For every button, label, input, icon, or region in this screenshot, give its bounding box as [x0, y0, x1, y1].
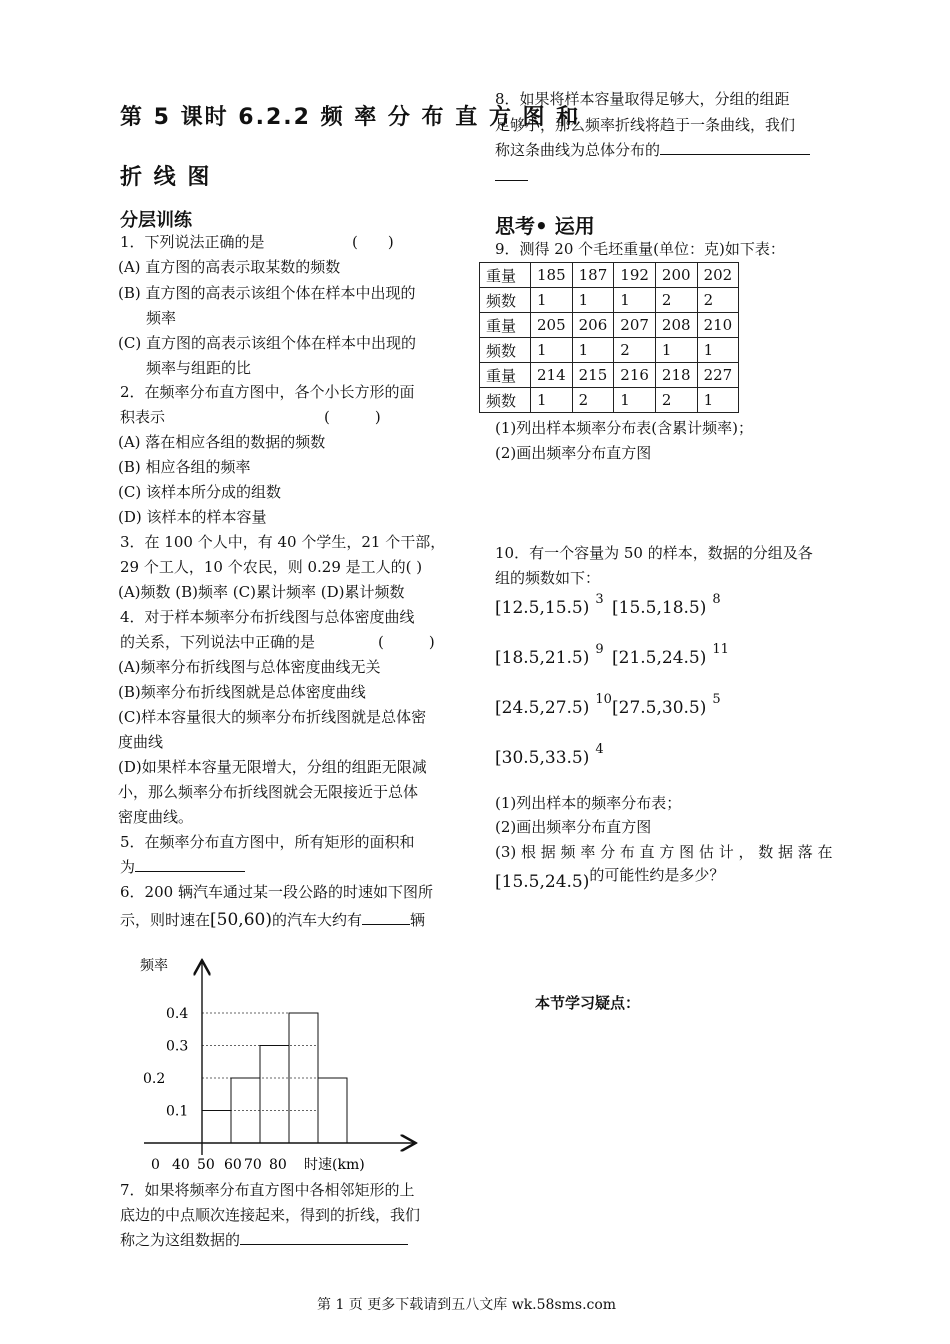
q4-line-2: 的关系，下列说法中正确的是	[120, 633, 316, 651]
q8-answer-blank[interactable]	[660, 138, 810, 155]
q5-prefix: 为	[120, 858, 136, 876]
table-cell: 1	[572, 288, 614, 313]
table-cell: 207	[614, 313, 656, 338]
q10-group-interval: [15.5,18.5)	[612, 598, 707, 618]
speed-histogram	[130, 950, 430, 1180]
table-cell: 210	[697, 313, 739, 338]
q1-stem: 1．下列说法正确的是	[120, 233, 265, 251]
q10-part-3-suffix: 的可能性约是多少？	[589, 866, 725, 884]
q6-answer-blank[interactable]	[362, 908, 410, 925]
q2-paren: ( )	[324, 408, 381, 426]
q10-group	[495, 692, 612, 718]
q4-option-d: (D)如果样本容量无限增大，分组的组距无限减	[118, 758, 427, 776]
title-line-1: 第 5 课时 6.2.2 频 率 分 布 直 方 图 和	[120, 105, 581, 130]
q5-line-2	[120, 855, 245, 880]
q4-option-d-cont-2: 密度曲线。	[118, 808, 194, 826]
q10-group-count: 11	[712, 642, 729, 657]
q3-line-2: 29 个工人，10 个农民，则 0.29 是工人的( )	[120, 558, 423, 576]
q10-group-interval: [30.5,33.5)	[495, 748, 590, 768]
q8-line-3	[495, 138, 810, 163]
q1-option-a: (A) 直方图的高表示取某数的频数	[118, 258, 341, 276]
table-row-header: 频数	[480, 388, 531, 413]
q4-line-1: 4．对于样本频率分布折线图与总体密度曲线	[120, 608, 415, 626]
q10-part-3-interval: [15.5,24.5)	[495, 872, 590, 892]
q9-part-1: (1)列出样本频率分布表(含累计频率)；	[495, 419, 753, 437]
section-heading-layered: 分层训练	[120, 210, 192, 231]
table-cell: 187	[572, 263, 614, 288]
q5-answer-blank[interactable]	[135, 855, 245, 872]
table-cell: 2	[614, 338, 656, 363]
q10-part-1: (1)列出样本的频率分布表；	[495, 794, 682, 812]
q10-group	[612, 592, 721, 618]
y-tick-label: 0.2	[143, 1071, 166, 1087]
table-cell: 1	[697, 338, 739, 363]
q10-group	[495, 592, 604, 618]
table-cell: 2	[572, 388, 614, 413]
q10-group	[495, 742, 604, 768]
q3-options: (A)频数 (B)频率 (C)累计频率 (D)累计频数	[118, 583, 405, 601]
table-row	[480, 263, 739, 288]
x-tick-label: 40	[172, 1157, 190, 1173]
q10-group-interval: [21.5,24.5)	[612, 648, 707, 668]
q10-group-count: 10	[595, 692, 612, 707]
q10-group-interval: [18.5,21.5)	[495, 648, 590, 668]
table-cell: 1	[531, 338, 573, 363]
q10-group-interval: [27.5,30.5)	[612, 698, 707, 718]
table-row-header: 频数	[480, 288, 531, 313]
q10-line-1: 10．有一个容量为 50 的样本，数据的分组及各	[495, 544, 813, 562]
table-cell: 215	[572, 363, 614, 388]
table-cell: 218	[655, 363, 697, 388]
table-cell: 227	[697, 363, 739, 388]
table-cell: 214	[531, 363, 573, 388]
q10-part-2: (2)画出频率分布直方图	[495, 818, 652, 836]
x-axis-label: 时速(km)	[304, 1157, 365, 1173]
q7-prefix: 称之为这组数据的	[120, 1231, 241, 1249]
table-cell: 208	[655, 313, 697, 338]
q7-answer-blank[interactable]	[240, 1228, 408, 1245]
q10-group-count: 8	[712, 592, 721, 607]
q2-line-1: 2．在频率分布直方图中，各个小长方形的面	[120, 383, 415, 401]
q9-part-2: (2)画出频率分布直方图	[495, 444, 652, 462]
q1-option-b: (B) 直方图的高表示该组个体在样本中出现的	[118, 284, 416, 302]
q2-option-c: (C) 该样本所分成的组数	[118, 483, 281, 501]
y-tick-label: 0.4	[166, 1006, 189, 1022]
table-cell: 1	[531, 288, 573, 313]
q10-part-3: (3) 根 据 频 率 分 布 直 方 图 估 计 ， 数 据 落 在	[495, 843, 833, 861]
table-row	[480, 363, 739, 388]
x-tick-label: 80	[269, 1157, 287, 1173]
q8-answer-blank-cont	[495, 164, 528, 185]
q10-group-count: 3	[595, 592, 604, 607]
table-cell: 206	[572, 313, 614, 338]
table-row	[480, 388, 739, 413]
q10-group	[495, 642, 604, 668]
q6-line-2	[120, 908, 425, 933]
q8-line-1: 8．如果将样本容量取得足够大，分组的组距	[495, 90, 790, 108]
q10-group-interval: [12.5,15.5)	[495, 598, 590, 618]
q8-answer-blank-2[interactable]	[495, 164, 528, 181]
q2-line-2: 积表示	[120, 408, 166, 426]
table-cell: 192	[614, 263, 656, 288]
q8-prefix: 称这条曲线为总体分布的	[495, 141, 661, 159]
q10-group-count: 5	[712, 692, 721, 707]
q10-group	[612, 642, 729, 668]
table-cell: 2	[697, 288, 739, 313]
table-cell: 1	[572, 338, 614, 363]
page-footer: 第 1 页 更多下载请到五八文库 wk.58sms.com	[317, 1297, 617, 1313]
q10-group-count: 4	[595, 742, 604, 757]
q4-option-b: (B)频率分布折线图就是总体密度曲线	[118, 683, 366, 701]
y-tick-label: 0.1	[166, 1103, 189, 1120]
q6-suffix: 辆	[409, 911, 425, 929]
q9-stem: 9．测得 20 个毛坯重量(单位：克)如下表：	[495, 240, 785, 258]
q4-option-c-cont: 度曲线	[118, 733, 164, 751]
table-cell: 2	[655, 288, 697, 313]
table-cell: 1	[614, 388, 656, 413]
section-heading-think: 思考• 运用	[495, 214, 595, 238]
q2-option-b: (B) 相应各组的频率	[118, 458, 251, 476]
q10-group-count: 9	[595, 642, 604, 657]
q4-option-c: (C)样本容量很大的频率分布折线图就是总体密	[118, 708, 427, 726]
q10-part-3-interval-value: 15.5,24.5	[501, 872, 583, 892]
q6-interval: [50,60)	[210, 910, 272, 930]
title-line-2: 折 线 图	[120, 165, 212, 190]
table-cell: 1	[655, 338, 697, 363]
table-row	[480, 313, 739, 338]
q6-interval-value: 50,60	[216, 910, 266, 930]
q10-line-2: 组的频数如下：	[495, 569, 601, 587]
table-cell: 2	[655, 388, 697, 413]
table-cell: 1	[531, 388, 573, 413]
y-tick-label: 0.3	[166, 1038, 189, 1055]
table-row-header: 重量	[480, 363, 531, 388]
q6-prefix: 示，则时速在	[120, 911, 211, 929]
q1-paren: ( )	[352, 233, 394, 251]
q7-line-1: 7．如果将频率分布直方图中各相邻矩形的上	[120, 1181, 415, 1199]
table-cell: 1	[697, 388, 739, 413]
q1-option-c-cont: 频率与组距的比	[146, 359, 252, 377]
q10-group	[612, 692, 721, 718]
histogram-bar	[260, 1046, 289, 1144]
q4-option-a: (A)频率分布折线图与总体密度曲线无关	[118, 658, 381, 676]
q4-paren: ( )	[378, 633, 435, 651]
table-cell: 202	[697, 263, 739, 288]
table-row	[480, 288, 739, 313]
y-axis-label: 频率	[140, 958, 168, 974]
q10-part-3-cont	[495, 866, 725, 895]
q6-line-1: 6．200 辆汽车通过某一段公路的时速如下图所	[120, 883, 433, 901]
table-cell: 185	[531, 263, 573, 288]
x-tick-label: 50	[197, 1157, 215, 1173]
table-cell: 200	[655, 263, 697, 288]
table-row-header: 重量	[480, 313, 531, 338]
q4-option-d-cont-1: 小，那么频率分布折线图就会无限接近于总体	[118, 783, 419, 801]
q1-option-b-cont: 频率	[146, 309, 177, 327]
q2-option-a: (A) 落在相应各组的数据的频数	[118, 433, 326, 451]
table-cell: 1	[614, 288, 656, 313]
q3-line-1: 3．在 100 个人中，有 40 个学生，21 个干部，	[120, 533, 446, 551]
q10-group-interval: [24.5,27.5)	[495, 698, 590, 718]
table-row-header: 重量	[480, 263, 531, 288]
q5-line-1: 5．在频率分布直方图中，所有矩形的面积和	[120, 833, 415, 851]
q6-middle: 的汽车大约有	[271, 911, 362, 929]
histogram-bar	[202, 1111, 231, 1144]
q8-line-2: 足够小，那么频率折线将趋于一条曲线，我们	[495, 116, 796, 134]
q7-line-2: 底边的中点顺次连接起来，得到的折线，我们	[120, 1206, 421, 1224]
x-tick-label: 0	[151, 1157, 160, 1173]
histogram-bar	[318, 1078, 347, 1143]
table-row	[480, 338, 739, 363]
study-doubts-heading: 本节学习疑点：	[535, 994, 641, 1012]
q7-line-3	[120, 1228, 408, 1253]
table-cell: 205	[531, 313, 573, 338]
weight-frequency-table	[479, 262, 739, 413]
q2-option-d: (D) 该样本的样本容量	[118, 508, 267, 526]
x-tick-label: 70	[244, 1157, 262, 1173]
x-tick-label: 60	[224, 1157, 242, 1173]
table-row-header: 频数	[480, 338, 531, 363]
table-cell: 216	[614, 363, 656, 388]
q1-option-c: (C) 直方图的高表示该组个体在样本中出现的	[118, 334, 416, 352]
